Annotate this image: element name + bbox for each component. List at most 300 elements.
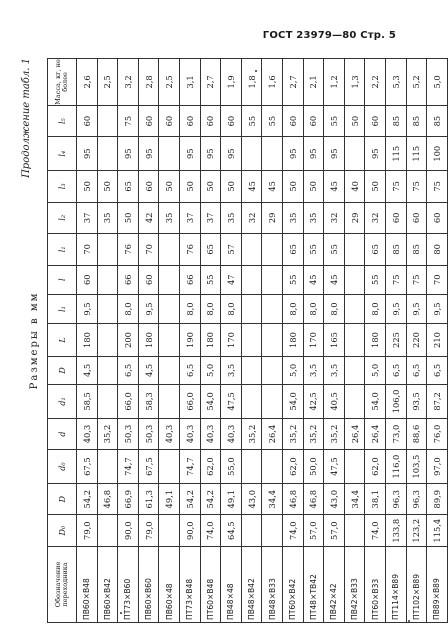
dimension-cell [262, 294, 283, 323]
dimension-cell: 60 [77, 265, 98, 294]
adapter-designation-cell: ПТ73×В48 [179, 546, 200, 622]
dimension-cell: 75 [406, 265, 427, 294]
mass-cell: 2,5 [159, 59, 180, 106]
mass-cell: 2,8 [138, 59, 159, 106]
dimension-cell: 34,4 [344, 483, 365, 515]
dimension-cell: 66,0 [118, 385, 139, 419]
dimension-cell: 190 [179, 324, 200, 357]
mass-cell: 3,1 [179, 59, 200, 106]
dimension-cell: 40,3 [200, 418, 221, 450]
dimension-cell [262, 356, 283, 384]
table-row [344, 59, 365, 623]
dimension-cell [159, 356, 180, 384]
mass-cell: 1,3 [344, 59, 365, 106]
dimension-cell: 90,0 [179, 515, 200, 547]
dimension-cell: 50 [179, 171, 200, 203]
dimension-cell: 54,2 [77, 483, 98, 515]
dimension-cell: 6,5 [427, 356, 448, 384]
dimension-cell: 3,5 [324, 356, 345, 384]
dimension-cell: 50 [118, 202, 139, 234]
dimension-cell [344, 234, 365, 266]
dimension-cell: 35,2 [241, 418, 262, 450]
dimension-cell: 61,3 [138, 483, 159, 515]
dimension-cell [159, 450, 180, 484]
dimension-cell [159, 294, 180, 323]
dimension-cell: 50 [200, 171, 221, 203]
dimension-cell: 60 [365, 105, 386, 137]
dimension-cell: 75 [385, 265, 406, 294]
dimension-cell [344, 324, 365, 357]
dimension-cell: 8,0 [282, 294, 303, 323]
dimension-cell: 43,0 [324, 483, 345, 515]
column-header: l₁ [48, 294, 77, 323]
dimension-cell: 32 [241, 202, 262, 234]
dimension-cell: 50 [365, 171, 386, 203]
dimension-cell: 60 [138, 105, 159, 137]
table-row [241, 59, 262, 623]
dimension-cell: 40,3 [159, 418, 180, 450]
dimension-cell: 50 [344, 105, 365, 137]
dimension-cell: 50 [159, 171, 180, 203]
dimension-cell: 65 [282, 234, 303, 266]
dimension-cell: 60 [282, 105, 303, 137]
dimension-cell: 106,0 [385, 385, 406, 419]
dimension-cell [241, 137, 262, 171]
dimension-cell: 200 [118, 324, 139, 357]
dimension-cell: 93,5 [406, 385, 427, 419]
dimension-cell: 70 [138, 234, 159, 266]
rotated-table-area [17, 58, 442, 623]
mass-cell: 2,7 [200, 59, 221, 106]
dimension-cell: 6,5 [118, 356, 139, 384]
dimension-cell: 42 [138, 202, 159, 234]
dimension-cell: 32 [365, 202, 386, 234]
dimension-cell [97, 105, 118, 137]
page-header: ГОСТ 23979—80 Стр. 5 [262, 30, 396, 41]
table-row [324, 59, 345, 623]
column-header: D [48, 483, 77, 515]
dimension-cell: 8,0 [303, 294, 324, 323]
mass-cell: 5,3 [385, 59, 406, 106]
dimension-cell: 170 [303, 324, 324, 357]
dimension-cell [97, 324, 118, 357]
dimension-cell: 43,0 [241, 483, 262, 515]
dimension-cell: 50 [77, 171, 98, 203]
adapter-designation-cell: ПВ60×48 [159, 546, 180, 622]
dimension-cell: 66,0 [179, 385, 200, 419]
dimension-cell: 8,0 [200, 294, 221, 323]
dimension-cell: 85 [427, 105, 448, 137]
dimension-cell: 74,7 [118, 450, 139, 484]
dimension-cell: 55 [262, 105, 283, 137]
dimension-cell: 47,5 [324, 450, 345, 484]
dimension-cell: 75 [406, 171, 427, 203]
dimension-cell: 46,8 [282, 483, 303, 515]
print-speck [120, 612, 122, 614]
dimension-cell: 26,4 [262, 418, 283, 450]
dimension-cell: 40,5 [324, 385, 345, 419]
mass-cell: 3,2 [118, 59, 139, 106]
dimension-cell: 55 [365, 265, 386, 294]
dimension-cell: 103,5 [406, 450, 427, 484]
dimension-cell [344, 515, 365, 547]
dimension-cell: 40 [344, 171, 365, 203]
mass-cell: 2,6 [77, 59, 98, 106]
adapter-designation-cell: ПВ42×В33 [344, 546, 365, 622]
dimension-cell: 42,5 [303, 385, 324, 419]
dimension-cell: 49,1 [221, 483, 242, 515]
dimension-cell: 40,3 [221, 418, 242, 450]
column-header: d₁ [48, 385, 77, 419]
dimension-cell: 37 [179, 202, 200, 234]
dimension-cell: 46,8 [97, 483, 118, 515]
column-header: d₀ [48, 450, 77, 484]
dimension-cell: 210 [427, 324, 448, 357]
dimension-cell: 180 [200, 324, 221, 357]
dimension-cell: 40,3 [77, 418, 98, 450]
dimension-cell: 54,0 [365, 385, 386, 419]
dimension-cell: 60 [138, 171, 159, 203]
dimension-cell: 115 [385, 137, 406, 171]
column-header: L [48, 324, 77, 357]
dimension-cell: 3,5 [303, 356, 324, 384]
dimension-cell: 79,0 [138, 515, 159, 547]
adapter-designation-cell: ПВ48×48 [221, 546, 242, 622]
dimension-cell [344, 385, 365, 419]
table-row [159, 59, 180, 623]
dimension-cell: 35 [97, 202, 118, 234]
dimension-cell [241, 515, 262, 547]
dimension-cell: 50 [221, 171, 242, 203]
table-row [221, 59, 242, 623]
dimension-cell: 35,2 [324, 418, 345, 450]
dimension-cell [262, 137, 283, 171]
dimension-cell: 55,0 [221, 450, 242, 484]
print-speck [255, 70, 257, 72]
column-header: d [48, 418, 77, 450]
dimension-cell: 55 [324, 234, 345, 266]
dimension-cell: 95 [365, 137, 386, 171]
dimension-cell: 80 [427, 234, 448, 266]
dimension-cell: 220 [406, 324, 427, 357]
dimension-cell: 6,5 [179, 356, 200, 384]
dimension-cell: 45 [324, 171, 345, 203]
dimension-cell: 5,0 [282, 356, 303, 384]
mass-cell: 2,2 [365, 59, 386, 106]
dimension-cell [241, 450, 262, 484]
dimension-cell: 35 [303, 202, 324, 234]
table-body [77, 59, 448, 623]
dimension-cell [97, 450, 118, 484]
table-header-row [48, 59, 77, 623]
dimension-cell: 38,1 [365, 483, 386, 515]
table-row [406, 59, 427, 623]
column-header: Масса, кг, не более [48, 59, 77, 106]
dimension-cell [262, 234, 283, 266]
dimension-cell: 180 [77, 324, 98, 357]
dimension-cell: 89,9 [427, 483, 448, 515]
dimension-cell: 26,4 [344, 418, 365, 450]
dimension-cell: 8,0 [324, 294, 345, 323]
dimension-cell: 46,8 [303, 483, 324, 515]
table-row [365, 59, 386, 623]
dimension-cell: 4,5 [138, 356, 159, 384]
adapter-designation-cell: ПТ60×В33 [365, 546, 386, 622]
dimension-cell [241, 385, 262, 419]
dimension-cell [262, 450, 283, 484]
dimension-cell: 67,5 [77, 450, 98, 484]
dimension-cell: 74,0 [365, 515, 386, 547]
mass-cell: 2,1 [303, 59, 324, 106]
dimension-cell: 75 [427, 171, 448, 203]
dimension-cell: 85 [406, 105, 427, 137]
table-row [77, 59, 98, 623]
column-header: l₅ [48, 105, 77, 137]
dimension-cell: 50,0 [303, 450, 324, 484]
dimension-cell [159, 137, 180, 171]
dimension-cell: 9,5 [77, 294, 98, 323]
dimension-cell [241, 234, 262, 266]
dimension-cell: 6,5 [406, 356, 427, 384]
adapter-designation-cell: ПТ73×В60 [118, 546, 139, 622]
dimension-cell [241, 324, 262, 357]
print-speck [408, 620, 410, 622]
dimension-cell: 35,2 [282, 418, 303, 450]
dimension-cell: 57,0 [324, 515, 345, 547]
dimension-cell: 8,0 [179, 294, 200, 323]
adapter-designation-cell: ПТ60×В48 [200, 546, 221, 622]
mass-cell: 1,8 [241, 59, 262, 106]
adapter-designation-cell: ПВ48×В33 [262, 546, 283, 622]
dimension-cell: 123,2 [406, 515, 427, 547]
dimension-cell: 60 [221, 105, 242, 137]
dimension-cell: 9,5 [138, 294, 159, 323]
dimension-cell: 60 [303, 105, 324, 137]
dimension-cell [159, 265, 180, 294]
dimension-cell: 95 [221, 137, 242, 171]
dimension-cell: 64,5 [221, 515, 242, 547]
dimension-cell: 180 [365, 324, 386, 357]
table-row [303, 59, 324, 623]
dimension-cell: 47,5 [221, 385, 242, 419]
dimension-cell: 3,5 [221, 356, 242, 384]
dimension-cell: 95 [179, 137, 200, 171]
dimension-cell: 95 [200, 137, 221, 171]
dimension-cell: 60 [77, 105, 98, 137]
adapter-designation-cell: ПВ60×В48 [77, 546, 98, 622]
dimension-cell [97, 515, 118, 547]
dimension-cell: 225 [385, 324, 406, 357]
dimension-cell: 100 [427, 137, 448, 171]
dimension-cell: 55 [303, 234, 324, 266]
adapter-designation-cell: ПВ89×В89 [427, 546, 448, 622]
dimension-cell: 55 [200, 265, 221, 294]
dimension-cell: 55 [324, 105, 345, 137]
table-row [97, 59, 118, 623]
dimension-cell: 76,0 [427, 418, 448, 450]
dimension-cell: 74,0 [282, 515, 303, 547]
dimension-cell: 75 [118, 105, 139, 137]
dimension-cell: 60 [427, 202, 448, 234]
dimension-cell: 85 [385, 234, 406, 266]
dimension-cell: 40,3 [179, 418, 200, 450]
dimension-cell: 180 [138, 324, 159, 357]
dimension-cell: 26,4 [365, 418, 386, 450]
dimension-cell: 96,3 [385, 483, 406, 515]
dimension-cell: 35,2 [97, 418, 118, 450]
dimension-cell: 9,5 [406, 294, 427, 323]
dimension-cell: 50 [282, 171, 303, 203]
dimension-cell: 95 [118, 137, 139, 171]
dimension-cell: 6,5 [385, 356, 406, 384]
column-header: l₄ [48, 137, 77, 171]
dimension-cell: 57,0 [303, 515, 324, 547]
table-row [385, 59, 406, 623]
dimension-cell [97, 356, 118, 384]
dimension-cell: 45 [303, 265, 324, 294]
adapter-designation-cell: ПТ114×В89 [385, 546, 406, 622]
dimension-cell: 74,0 [200, 515, 221, 547]
dimension-cell: 95 [282, 137, 303, 171]
dimension-cell [344, 450, 365, 484]
dimension-cell: 95 [138, 137, 159, 171]
dimension-cell: 60 [406, 202, 427, 234]
dimension-cell [344, 137, 365, 171]
column-header: Обозначение переходника [48, 546, 77, 622]
dimension-cell: 54,2 [200, 483, 221, 515]
dimension-cell [262, 385, 283, 419]
dimension-cell: 32 [324, 202, 345, 234]
dimension-cell [97, 137, 118, 171]
dimension-cell [159, 385, 180, 419]
dimension-cell: 9,5 [427, 294, 448, 323]
dimension-cell: 96,3 [406, 483, 427, 515]
dimension-cell: 66 [179, 265, 200, 294]
mass-cell: 2,7 [282, 59, 303, 106]
dimension-cell: 60 [159, 105, 180, 137]
dimension-cell: 76 [179, 234, 200, 266]
dimension-cell: 29 [262, 202, 283, 234]
dimension-cell: 49,1 [159, 483, 180, 515]
column-header: l₂ [48, 202, 77, 234]
dimension-cell: 90,0 [118, 515, 139, 547]
dimension-cell: 58,5 [77, 385, 98, 419]
continuation-title: Продолжение табл. 1 [21, 58, 32, 178]
rotated-content [17, 58, 442, 623]
mass-cell: 5,0 [427, 59, 448, 106]
dimension-cell: 5,0 [200, 356, 221, 384]
dimension-cell: 8,0 [118, 294, 139, 323]
dimension-cell: 76 [118, 234, 139, 266]
dimension-cell: 65 [118, 171, 139, 203]
dimension-cell [344, 356, 365, 384]
dimension-cell: 180 [282, 324, 303, 357]
dimension-cell [97, 265, 118, 294]
adapter-designation-cell: ПВ60×В42 [97, 546, 118, 622]
dimension-cell: 55 [241, 105, 262, 137]
dimension-cell: 70 [427, 265, 448, 294]
dimension-cell: 133,8 [385, 515, 406, 547]
dimension-cell: 95 [77, 137, 98, 171]
dimension-cell: 170 [221, 324, 242, 357]
adapter-designation-cell: ПТ102×В89 [406, 546, 427, 622]
dimension-cell: 50 [303, 171, 324, 203]
dimension-cell: 45 [324, 265, 345, 294]
dimension-cell [344, 294, 365, 323]
dimension-cell: 74,7 [179, 450, 200, 484]
dimension-cell: 35 [221, 202, 242, 234]
table-row [138, 59, 159, 623]
adapter-designation-cell: ПТ48×ТВ42 [303, 546, 324, 622]
dimension-cell [262, 324, 283, 357]
dimension-cell: 37 [200, 202, 221, 234]
table-row [179, 59, 200, 623]
dimension-cell: 55 [282, 265, 303, 294]
dimension-cell: 35,2 [303, 418, 324, 450]
column-header: D₀ [48, 515, 77, 547]
adapter-designation-cell: ПТ60×В42 [282, 546, 303, 622]
dimension-cell [159, 234, 180, 266]
column-header: l₃ [48, 171, 77, 203]
mass-cell: 1,2 [324, 59, 345, 106]
dimension-cell: 60 [385, 202, 406, 234]
dimension-cell: 54,2 [179, 483, 200, 515]
dimension-cell: 116,0 [385, 450, 406, 484]
dimension-cell: 75 [385, 171, 406, 203]
dimension-cell [241, 356, 262, 384]
dimension-cell: 5,0 [365, 356, 386, 384]
column-header: D [48, 356, 77, 384]
dimension-cell: 54,0 [282, 385, 303, 419]
dimension-cell: 45 [262, 171, 283, 203]
mass-cell: 1,9 [221, 59, 242, 106]
table-row [427, 59, 448, 623]
dimension-cell: 62,0 [282, 450, 303, 484]
dimension-cell [241, 294, 262, 323]
dimension-cell: 60 [179, 105, 200, 137]
dimension-cell: 79,0 [77, 515, 98, 547]
column-header: l₁ [48, 234, 77, 266]
column-header: l [48, 265, 77, 294]
dimension-cell: 85 [406, 234, 427, 266]
dimension-cell: 4,5 [77, 356, 98, 384]
dimension-cell [262, 515, 283, 547]
mass-cell: 2,5 [97, 59, 118, 106]
table-row [118, 59, 139, 623]
table-row [282, 59, 303, 623]
dimension-cell: 97,0 [427, 450, 448, 484]
adapter-designation-cell: ПВ48×В42 [241, 546, 262, 622]
dimension-cell [159, 324, 180, 357]
dimension-cell: 54,0 [200, 385, 221, 419]
dimension-cell: 85 [385, 105, 406, 137]
dimension-cell: 62,0 [365, 450, 386, 484]
dimension-cell: 8,0 [365, 294, 386, 323]
dimension-cell: 165 [324, 324, 345, 357]
dimensions-title: Размеры в мм [29, 291, 40, 390]
dimension-cell: 37 [77, 202, 98, 234]
dimension-cell [241, 265, 262, 294]
adapter-designation-cell: ПВ60×В60 [138, 546, 159, 622]
dimension-cell: 62,0 [200, 450, 221, 484]
dimension-cell [97, 385, 118, 419]
dimension-cell: 50 [97, 171, 118, 203]
dimensions-table [47, 58, 448, 623]
dimension-cell: 50,3 [138, 418, 159, 450]
dimension-cell: 88,6 [406, 418, 427, 450]
dimension-cell: 65 [200, 234, 221, 266]
dimension-cell: 60 [138, 265, 159, 294]
